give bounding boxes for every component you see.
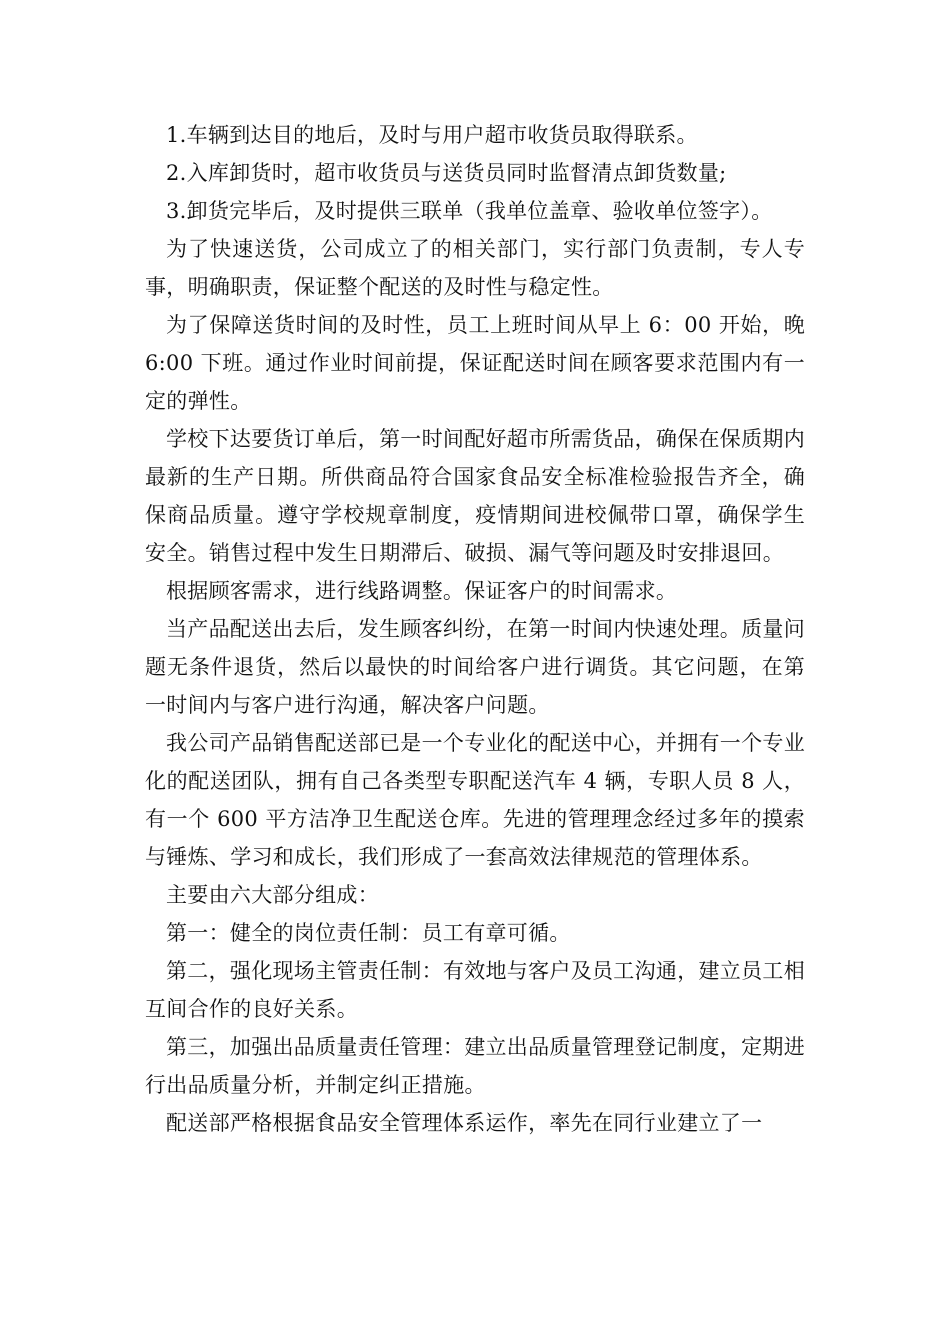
- paragraph-part-one: 第一：健全的岗位责任制：员工有章可循。: [166, 921, 571, 945]
- list-item-unloading-check: 2.入库卸货时，超市收货员与送货员同时监督清点卸货数量;: [166, 161, 727, 185]
- paragraph-part-three: 第三，加强出品质量责任管理：建立出品质量管理登记制度，定期进行出品质量分析，并制定纠正措施。: [145, 1035, 805, 1097]
- paragraph-six-parts-intro: 主要由六大部分组成：: [166, 883, 379, 907]
- paragraph-route-adjustment: 根据顾客需求，进行线路调整。保证客户的时间需求。: [166, 579, 678, 603]
- document-body: [145, 116, 805, 1142]
- list-item-triplicate-form: 3.卸货完毕后，及时提供三联单（我单位盖章、验收单位签字）。: [166, 199, 773, 223]
- paragraph-school-orders: 学校下达要货订单后，第一时间配好超市所需货品，确保在保质期内最新的生产日期。所供商品符合国家食品安全标准检验报告齐全，确保商品质量。遵守学校规章制度，疫情期间进校佩带口罩，确保学生安全。销售过程中发生日期滞后、破损、漏气等问题及时安排退回。: [145, 427, 805, 565]
- paragraph-dispute-handling: 当产品配送出去后，发生顾客纠纷，在第一时间内快速处理。质量问题无条件退货，然后以最快的时间给客户进行调货。其它问题，在第一时间内与客户进行沟通，解决客户问题。: [145, 617, 805, 717]
- paragraph-department-setup: 为了快速送货，公司成立了的相关部门，实行部门负责制，专人专事，明确职责，保证整个配送的及时性与稳定性。: [145, 237, 805, 299]
- paragraph-food-safety: 配送部严格根据食品安全管理体系运作，率先在同行业建立了一: [166, 1111, 763, 1135]
- paragraph-part-two: 第二，强化现场主管责任制：有效地与客户及员工沟通，建立员工相互间合作的良好关系。: [145, 959, 805, 1021]
- paragraph-distribution-center: 我公司产品销售配送部已是一个专业化的配送中心，并拥有一个专业化的配送团队，拥有自己各类型专职配送汽车 4 辆，专职人员 8 人，有一个 600 平方洁净卫生配送仓库。先进的管理理念经过多年的摸索与锤炼、学习和成长，我们形成了一套高效法律规范的管理体系。: [145, 731, 805, 869]
- paragraph-work-hours: 为了保障送货时间的及时性，员工上班时间从早上 6：00 开始，晚 6:00 下班。通过作业时间前提，保证配送时间在顾客要求范围内有一定的弹性。: [145, 313, 805, 413]
- list-item-contact-receiver: 1.车辆到达目的地后，及时与用户超市收货员取得联系。: [166, 123, 698, 147]
